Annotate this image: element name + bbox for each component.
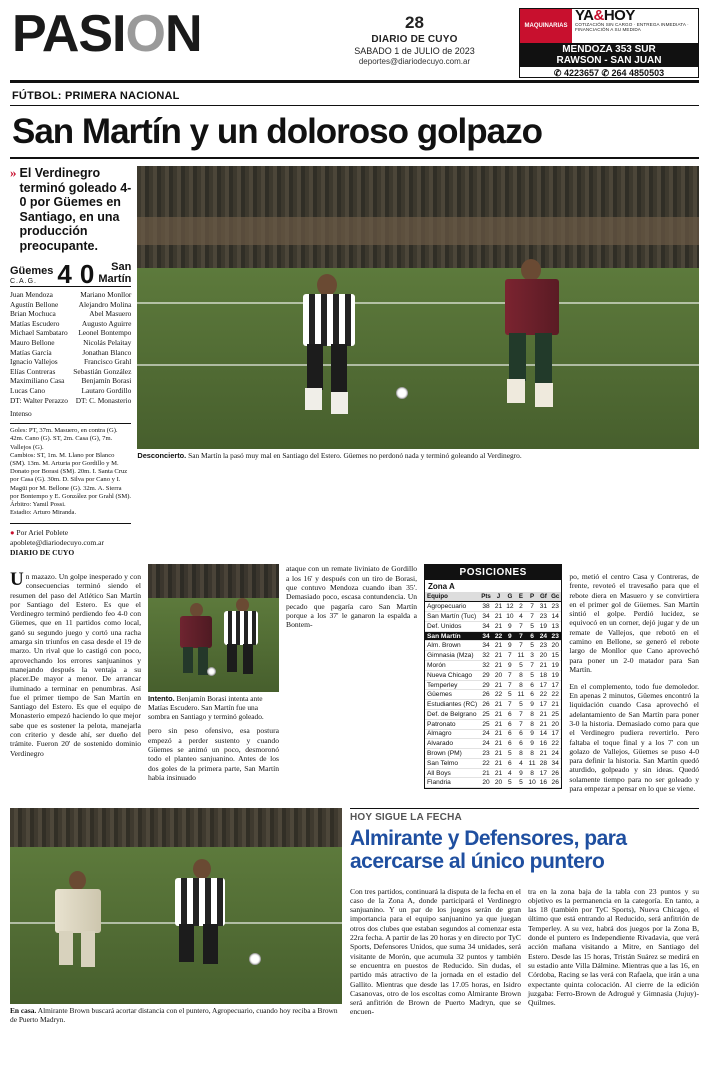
standings-cell: 20 (539, 652, 548, 660)
lineup-player: Juan Mendoza (10, 290, 53, 299)
standings-cell: 9 (504, 621, 515, 631)
paragraph-1 (10, 568, 141, 758)
standings-team-name: All Boys (425, 768, 479, 778)
standings-body (425, 602, 561, 788)
standings-cell: 7 (516, 621, 527, 631)
standings-cell: 8 (516, 670, 527, 680)
paragraph-3: po, metió el centro Casa y Contreras, de frente, revoteó el travesaño para que el rebote diera en Masuero y se convirtiera en el primer gol de Güemes. San Martín sintió el golpe. Perdió lucidez, se equivocó en un corner, dejó jugar y de un remate de Vallejos, que rebotó en el camino en Bellone, se generó el rebote largo de Monllor que Cano aprovechó para poner un 2-0 matador para San Martín. (569, 571, 699, 674)
standings-team-name: Morón (425, 661, 479, 671)
table-row (425, 680, 561, 690)
main-photo (137, 166, 699, 449)
standings-cell: 38 (479, 602, 493, 612)
standings-cell: 7 (504, 651, 515, 661)
secondary-article-divider (350, 808, 699, 809)
match-substitutions: Cambios: ST, 1m. M. Llano por Blanco (SM). 13m. M. Arturia por Gordillo y M. Donato por Borasi (SM). 20m. I. Santa Cruz por Casa (G). 30m. D. Silva por Cano y I. Magüi por M. Bellone (G). 32m. A. Sierra por Bontempo y E. González por Grahl (SM). (10, 451, 132, 500)
standings-cell: 25 (549, 709, 561, 719)
standings-cell: 10 (528, 779, 536, 787)
standings-cell: 5 (516, 778, 527, 788)
standings-cell: 7 (526, 661, 537, 671)
page-title: San Martín y un doloroso golpazo (12, 112, 542, 151)
standings-team-name: Patronato (425, 719, 479, 729)
standings-cell: 6 (516, 739, 527, 749)
col-e: E (516, 592, 527, 602)
match-goals: Goles: PT, 37m. Masuero, en contra (G). 42m. Cano (G). ST, 2m. Casa (G), 7m. Vallejos (G). (10, 427, 118, 451)
standings-team-name: Almagro (425, 729, 479, 739)
standings-cell: 16 (539, 779, 548, 787)
standings-cell: 9 (526, 739, 537, 749)
standings-team-name: Alm. Brown (425, 641, 479, 651)
standings-cell: 26 (549, 768, 561, 778)
standings-cell: 26 (479, 690, 493, 700)
home-team-name: Güemes (10, 265, 54, 277)
standings-cell: 8 (526, 768, 537, 778)
standings-cell: 7 (516, 641, 527, 651)
standings-cell: 21 (494, 603, 503, 611)
lineup-player: Brian Mochuca (10, 309, 56, 319)
table-row (425, 690, 561, 700)
standings-cell: 21 (494, 622, 503, 630)
standings-cell: 22 (549, 739, 561, 749)
standings-cell: 10 (506, 613, 514, 621)
lineup-player: Mauro Bellone (10, 337, 55, 347)
standings-cell: 23 (549, 602, 561, 612)
standings-cell: 34 (479, 621, 493, 631)
away-team-name: San Martín (98, 261, 132, 285)
secondary-article (350, 808, 699, 1024)
standings-cell: 25 (479, 719, 493, 729)
ad-address-line2: RAWSON - SAN JUAN (556, 55, 662, 66)
lineup-player: Nicolás Pelaitay (83, 337, 132, 347)
standings-cell: 15 (549, 651, 561, 661)
paragraph-2: pero sin peso ofensivo, esa postura empezó a perder sustento y cuando Güemes se animó un poco, desmoronó todo el planteo sanjuanino. Antes de los dos goles de la primera parte, San Martín había insinuado (148, 726, 279, 782)
table-row (425, 749, 561, 759)
lineup-player: Agustín Bellone (10, 299, 59, 309)
standings-cell: 3 (526, 651, 537, 661)
standings-cell: 17 (549, 680, 561, 690)
standings-cell: 24 (539, 632, 548, 640)
paragraph-1-text: n mazazo. Un golpe inesperado y con consecuencias terminó siendo el resumen del paso del Atlético San Martín por Santiago del Estero. Es que el Verdinegro terminó perdiendo feo 4-0 con Güemes, que en 11 partidos como local, ganó su segundo juego y cortó una racha amarga sin triunfos en casa desde el 19 de marzo. Un rival que lo castigó con poco, aprovechando los errores sanjuaninos y manejando después la ventaja a su placer.De mayor a menor. De arrancar iluminado a terminar en penumbras. Así fue el primer tiempo de San Martín en Santiago del Estero. Es que el equipo de Monasterio empezó haciendo lo que mejor sabe que es sostener la pelota, manejarla con criterio y desde ahí, ser dueño del trámite. Fueron 20' de sostenido dominio Verdinegro (10, 571, 141, 758)
col-gc: Gc (551, 593, 560, 601)
main-photo-caption-text: San Martín la pasó muy mal en Santiago del Estero. Güemes no perdonó nada y terminó goleando al Verdinegro. (188, 451, 522, 460)
standings-cell: 11 (517, 652, 525, 660)
table-row (425, 719, 561, 729)
standings-cell: 24 (549, 749, 561, 759)
third-photo-caption-text: Almirante Brown buscará acortar distancia con el puntero, Agropecuario, cuando hoy reciba a Brown de Puerto Madryn. (10, 1005, 338, 1024)
body-column-1 (10, 564, 141, 801)
standings-cell: 21 (539, 720, 548, 728)
standings-team-name: San Martín (425, 631, 479, 641)
standings-team-name: Gimnasia (Mza) (425, 651, 479, 661)
standings-cell: 34 (549, 758, 561, 768)
secondary-photo-caption-label: Intento. (148, 694, 175, 704)
standings-team-name: Alvarado (425, 739, 479, 749)
standings-cell: 34 (479, 641, 493, 651)
third-photo-block (10, 808, 342, 1024)
byline-email: apoblete@diariodecuyo.com.ar (10, 538, 104, 548)
body-column-5 (569, 564, 699, 801)
standings-cell: 22 (539, 691, 548, 699)
standings-cell: 6 (516, 729, 527, 739)
match-info-column (10, 166, 137, 558)
home-lineup (10, 290, 71, 405)
standings-team-name: San Telmo (425, 758, 479, 768)
standings-cell: 5 (516, 700, 527, 710)
secondary-article-col2: tra en la zona baja de la tabla con 23 puntos y su objetivo es la permanencia en la categoría. En tanto, a las 18 (también por TyC Sports), Nueva Chicago, el último que está entrando al Reducido, será anfitrión de Temperley. A su vez, habrá dos juegos por la Zona B, donde el puntero es Independiente Rivadavia, que verá acción mañana visitando a Mitre, en Santiago del Estero. Desde las 15 horas, Tristán Suárez se medirá en su estadio ante Villa Dálmine. Mientras que a las 16, en Córdoba, Racing se las verá con Rafaela, que irán a una expectante quinta colocación. Al cierre de la edición juzgaba: Ferro-Brown de Adrogué y Gimnasia (Jujuy)-Quilmes. (528, 886, 699, 1008)
standings-cell: 23 (539, 613, 548, 621)
ad-brand-tagline: COTIZACIÓN SIN CARGO · ENTREGA INMEDIATA · FINANCIACIÓN A SU MEDIDA (575, 22, 689, 33)
lineup-player: Alejandro Molina (78, 299, 132, 309)
ad-brand-name: YA&HOY (575, 8, 635, 24)
standings-cell: 29 (479, 670, 493, 680)
col-j: J (493, 592, 504, 602)
standings-cell: 20 (549, 641, 561, 651)
paragraph-2b: ataque con un remate liviniato de Gordillo a los 16' y después con un tiro de Borasi, que contuvo Mendoza cuando iban 35'. Demasiado poco, escasa contundencia. Un pecado que pagaría caro San Martín porque a los 37' le ganaron la espalda a Bontem- (286, 564, 417, 630)
secondary-article-kicker: HOY SIGUE LA FECHA (350, 811, 462, 823)
standings-cell: 7 (504, 680, 515, 690)
standings-cell: 7 (516, 709, 527, 719)
lineup-player: Lucas Cano (10, 385, 46, 395)
article-body (10, 564, 699, 801)
top-section (10, 166, 699, 558)
advertisement[interactable] (519, 8, 699, 78)
standings-cell: 19 (539, 622, 548, 630)
standings-cell: 9 (504, 661, 515, 671)
standings-cell: 6 (504, 729, 515, 739)
match-intensity-note: Intenso (10, 409, 32, 419)
lineup-coach: DT: C. Monasterio (75, 395, 132, 405)
match-referee: Árbitro: Yamil Possi. (10, 500, 66, 508)
standings-cell: 11 (526, 758, 537, 768)
lineup-player: Maximiliano Casa (10, 376, 65, 386)
home-team-abbr: C.A.G. (10, 278, 38, 285)
standings-cell: 24 (479, 739, 493, 749)
standings-cell: 23 (549, 631, 561, 641)
standings-cell: 21 (494, 740, 503, 748)
ad-phone: ✆ 4223657 ✆ 264 4850503 (520, 67, 698, 78)
standings-cell: 18 (539, 671, 548, 679)
body-column-3 (286, 564, 417, 801)
standings-team-name: Flandria (425, 778, 479, 788)
table-row (425, 768, 561, 778)
main-photo-caption (137, 451, 699, 460)
ad-address-line1: MENDOZA 353 SUR (562, 44, 656, 55)
chevron-right-icon: » (10, 165, 17, 180)
bullet-icon: ● (10, 528, 15, 538)
third-photo-caption-label: En casa. (10, 1005, 37, 1015)
lineup-player: Mariano Monllor (80, 290, 132, 299)
standings-cell: 19 (549, 661, 561, 671)
standings-team-name: Nueva Chicago (425, 670, 479, 680)
standings-cell: 22 (549, 690, 561, 700)
standings-cell: 21 (494, 710, 503, 718)
standings-team-name: Brown (PM) (425, 749, 479, 759)
standings-title: POSICIONES (425, 565, 561, 580)
standings-cell: 21 (494, 661, 503, 669)
standings-cell: 7 (526, 612, 537, 622)
standings-cell: 34 (479, 612, 493, 622)
table-row (425, 709, 561, 719)
standings-cell: 34 (479, 631, 493, 641)
bottom-section (10, 808, 699, 1024)
standings-cell: 26 (549, 778, 561, 788)
standings-team-name: Estudiantes (RC) (427, 701, 478, 709)
standings-cell: 12 (506, 603, 514, 611)
away-lineup (71, 290, 132, 405)
lineup-player: Leonel Bontempo (78, 328, 132, 338)
standings-cell: 31 (539, 603, 548, 611)
standings-cell: 7 (516, 631, 527, 641)
standings-cell: 11 (517, 691, 525, 699)
standings-cell: 9 (526, 700, 537, 710)
lineup-player: Sebastián González (73, 366, 132, 376)
standings-cell: 21 (494, 749, 503, 757)
standings-cell: 9 (516, 768, 527, 778)
third-photo (10, 808, 342, 1004)
masthead-divider (10, 80, 699, 83)
standings-cell: 5 (504, 690, 515, 700)
masthead-info (310, 8, 519, 66)
standings-cell: 7 (504, 700, 515, 710)
main-photo-caption-label: Desconcierto. (137, 451, 187, 460)
publication-logo: PASION (12, 5, 202, 63)
secondary-photo (148, 564, 279, 692)
paper-name: DIARIO DE CUYO (371, 34, 458, 45)
standings-cell: 6 (526, 631, 537, 641)
standings-team-name: Agropecuario (425, 602, 479, 612)
standings-cell: 17 (549, 729, 561, 739)
table-row (425, 661, 561, 671)
standings-cell: 22 (494, 691, 503, 699)
standings-cell: 22 (494, 632, 503, 640)
standings-team-name: San Martín (Tuc) (425, 612, 479, 622)
standings-cell: 8 (526, 709, 537, 719)
standings-cell: 32 (479, 661, 493, 671)
col-p: P (526, 592, 537, 602)
table-row (425, 651, 561, 661)
lineup-player: Ignacio Vallejos (10, 357, 58, 367)
standings-cell: 9 (504, 641, 515, 651)
standings-cell: 5 (526, 670, 537, 680)
body-column-2 (148, 564, 279, 801)
standings-cell: 8 (526, 719, 537, 729)
standings-cell: 6 (504, 739, 515, 749)
standings-cell: 8 (516, 749, 527, 759)
table-row (425, 778, 561, 788)
standings-team-name: Def. de Belgrano (425, 709, 479, 719)
standings-cell: 5 (504, 749, 515, 759)
standings-cell: 5 (526, 621, 537, 631)
col-g: G (504, 592, 515, 602)
standings-table (424, 564, 562, 789)
standings-zone: Zona A (428, 582, 455, 592)
standings-cell: 6 (504, 709, 515, 719)
standings-cell: 4 (516, 758, 527, 768)
standings-cell: 21 (549, 700, 561, 710)
lede-text: El Verdinegro terminó goleado 4-0 por Güemes en Santiago, en una producción preocupante. (19, 166, 132, 253)
section-league: PRIMERA NACIONAL (64, 90, 180, 102)
lineup-player: Lautaro Gordillo (81, 385, 132, 395)
standings-cell: 17 (539, 701, 548, 709)
byline-author: Por Ariel Poblete (16, 528, 69, 538)
standings-cell: 21 (494, 769, 503, 777)
standings-cell: 5 (504, 778, 515, 788)
table-row (425, 612, 561, 622)
table-row (425, 641, 561, 651)
section-sport: FÚTBOL: (12, 90, 62, 102)
standings-cell: 5 (516, 661, 527, 671)
section-divider (10, 105, 699, 106)
table-row (425, 621, 561, 631)
lineup-coach: DT: Walter Perazzo (10, 395, 68, 405)
standings-team-name: Güemes (425, 690, 479, 700)
ad-logo: MAQUINARIAS (520, 9, 572, 43)
section-kicker (12, 90, 699, 102)
standings-cell: 26 (479, 700, 493, 710)
match-facts (10, 423, 131, 517)
standings-cell: 21 (494, 681, 503, 689)
standings-cell: 2 (516, 602, 527, 612)
lineup-player: Matías García (10, 347, 52, 357)
standings-cell: 28 (539, 759, 548, 767)
standings-cell: 21 (494, 701, 503, 709)
paragraph-4: En el complemento, todo fue demoledor. En apenas 2 minutos, Güemes encontró la liquidación cuando Casa aprovechó el adelantamiento de San Martín para poner 3-0 la historia. Demasiado como para que el Verdinegro pudiera revertirlo. Pero faltaba el toque final y a los 7' con un golazo de Vallejos, Güemes se puso 4-0 para definir la historia. San Martín quedó aturdido, golpeado y sin ideas. Quedó solamente tiempo para no ser goleado y para empezar a pensar en lo que se viene. (569, 681, 699, 794)
headline-divider (10, 157, 699, 159)
away-score: 0 (79, 259, 95, 289)
standings-cell: 21 (494, 759, 503, 767)
standings-cell: 6 (504, 719, 515, 729)
table-row (425, 700, 561, 710)
lineup-player: Jonathan Blanco (82, 347, 132, 357)
standings-cell: 17 (539, 681, 548, 689)
standings-cell: 22 (479, 758, 493, 768)
standings-cell: 20 (549, 719, 561, 729)
standings-cell: 20 (479, 778, 493, 788)
lineup-player: Augusto Aguirre (81, 318, 132, 328)
standings-cell: 25 (479, 709, 493, 719)
paper-email: deportes@diariodecuyo.com.ar (358, 57, 471, 66)
secondary-photo-caption (148, 694, 279, 721)
page-number: 28 (405, 13, 424, 32)
standings-cell: 21 (539, 710, 548, 718)
standings-team-name: Temperley (425, 680, 479, 690)
standings-cell: 6 (526, 690, 537, 700)
col-equipo: Equipo (425, 592, 479, 602)
standings-cell: 21 (539, 749, 548, 757)
standings-cell: 21 (494, 652, 503, 660)
lineup-player: Benjamín Borasi (81, 376, 132, 386)
lineup-player: Elías Contreras (10, 366, 56, 376)
standings-cell: 7 (516, 719, 527, 729)
lineup-player: Michael Sambataro (10, 328, 68, 338)
standings-team-name: Def. Unidos (425, 621, 479, 631)
secondary-photo-caption-text: Benjamín Borasi intenta ante Matías Escudero. San Martín fue una sombra en Santiago y terminó goleado. (148, 694, 264, 722)
col-gf: Gf (538, 592, 549, 602)
col-pts: Pts (481, 593, 491, 601)
standings-cell: 21 (539, 661, 548, 669)
standings-cell: 9 (504, 631, 515, 641)
standings-cell: 6 (526, 680, 537, 690)
standings-cell: 21 (494, 720, 503, 728)
standings-cell: 4 (504, 768, 515, 778)
paper-date: SABADO 1 de JULIO de 2023 (354, 46, 475, 56)
masthead (10, 0, 699, 78)
lineup-player: Matías Escudero (10, 318, 60, 328)
main-photo-column (137, 166, 699, 558)
standings-cell: 21 (494, 613, 503, 621)
standings-grid (425, 592, 561, 788)
byline (10, 523, 131, 558)
standings-cell: 17 (539, 769, 548, 777)
lede (10, 166, 131, 253)
standings-cell: 19 (549, 670, 561, 680)
standings-cell: 7 (526, 602, 537, 612)
standings-cell: 8 (516, 680, 527, 690)
home-score: 4 (57, 259, 72, 289)
standings-cell: 7 (504, 670, 515, 680)
standings-cell: 4 (516, 612, 527, 622)
lineups (10, 290, 131, 405)
posiciones-column (424, 564, 562, 801)
table-row (425, 602, 561, 612)
standings-cell: 23 (539, 642, 548, 650)
scorebox (10, 261, 131, 558)
standings-cell: 23 (479, 749, 493, 759)
table-row (425, 729, 561, 739)
table-row (425, 758, 561, 768)
standings-cell: 29 (479, 680, 493, 690)
standings-cell: 8 (526, 749, 537, 759)
lineup-player: Abel Masuero (89, 309, 132, 319)
standings-cell: 5 (526, 641, 537, 651)
standings-cell: 20 (494, 779, 503, 787)
standings-cell: 32 (479, 651, 493, 661)
standings-cell: 14 (539, 730, 548, 738)
standings-cell: 9 (526, 729, 537, 739)
standings-cell: 21 (494, 730, 503, 738)
secondary-article-title: Almirante y Defensores, para acercarse al único puntero (350, 826, 627, 873)
table-row (425, 631, 561, 641)
standings-cell: 14 (549, 612, 561, 622)
match-stadium: Estadio: Arturo Miranda. (10, 509, 77, 517)
standings-cell: 21 (494, 642, 503, 650)
lineup-player: Francisco Grahl (83, 357, 132, 367)
secondary-article-col1: Con tres partidos, continuará la disputa de la fecha en el caso de la Zona A, donde participará el Verdinegro sanjuanino. Y un par de los juegos serán de gran importancia para el equipo sanjuanino ya que juegan otros dos clubes que estaban segundos al comenzar esta 22ra fecha. A partir de las 20 horas y en directo por TyC Sports, Defensores Unidos, que suma 34 unidades, será visitante de Morón, que acumula 32 puntos y también se encuentra en puestos de Reducido. Sin dudas, el partido más atractivo de la jornada en el estadio del Gallito. Mientras que desde las 17.05 horas, en Isidro Casanovas, otro de los escoltas como Almirante Brown será anfitrión de Brown de Puerto Madryn, que se encuen- (350, 886, 521, 1017)
standings-cell: 13 (549, 621, 561, 631)
standings-cell: 21 (479, 768, 493, 778)
standings-cell: 16 (539, 740, 548, 748)
third-photo-caption (10, 1006, 342, 1024)
standings-header-row (425, 592, 561, 602)
drop-cap: U (10, 568, 24, 590)
standings-cell: 6 (504, 758, 515, 768)
standings-cell: 20 (494, 671, 503, 679)
byline-paper: DIARIO DE CUYO (10, 548, 75, 558)
table-row (425, 739, 561, 749)
standings-cell: 24 (479, 729, 493, 739)
table-row (425, 670, 561, 680)
